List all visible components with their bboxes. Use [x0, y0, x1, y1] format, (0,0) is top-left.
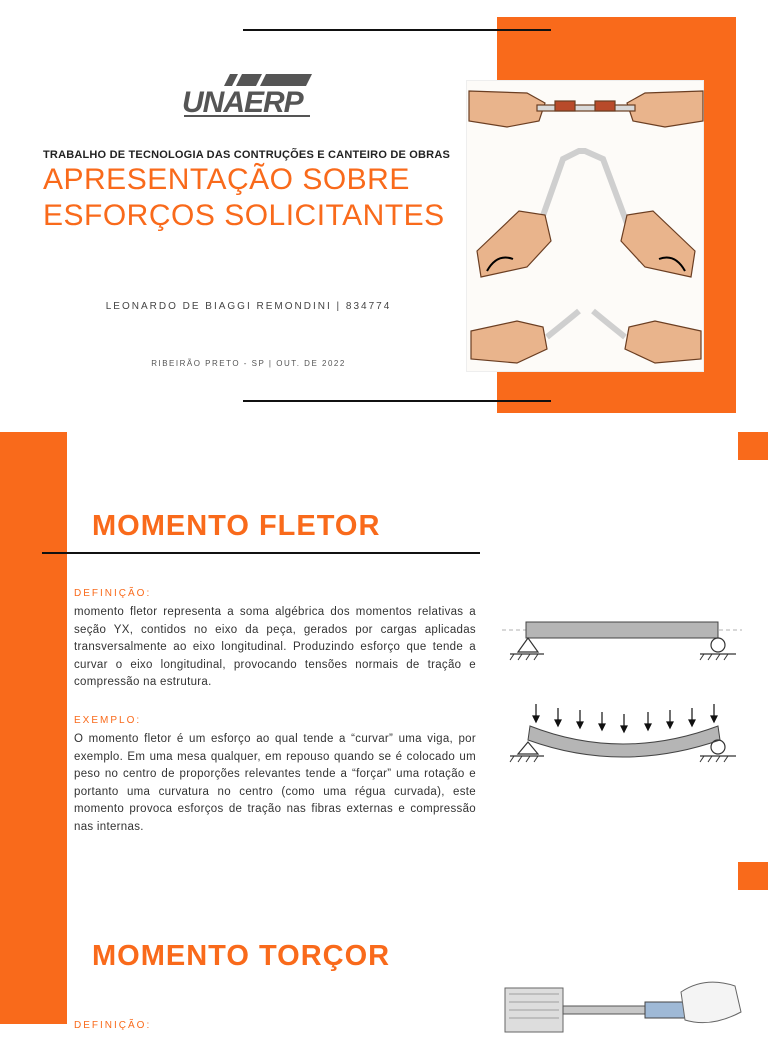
logo-text: UNAERP: [182, 86, 303, 119]
heading-divider: [42, 552, 480, 554]
load-arrows: [533, 704, 717, 732]
top-divider: [243, 29, 551, 31]
pin-support-icon: [518, 638, 538, 652]
title-line-1: APRESENTAÇÃO SOBRE: [43, 163, 410, 196]
bending-hands-illustration: [466, 80, 704, 372]
orange-tab-top: [738, 432, 768, 460]
orange-tab-bottom: [738, 862, 768, 890]
hands-broken-bar: [471, 311, 701, 363]
orange-side-bar: [0, 432, 67, 1024]
hands-bent-bar: [477, 151, 695, 277]
presentation-title: [43, 162, 445, 234]
bent-beam-diagram: [502, 702, 742, 772]
definition-text: momento fletor representa a soma algébrica dos momentos relativas a seção YX, contidos no eixo da peça, gerados por cargas aplicadas transversalmente ao eixo longitudinal. Produzindo esforço que tende a curvar o eixo longitudinal, provocando tensões normais de tração e compressão na estrutura.: [74, 606, 476, 688]
hand-glove-icon: [681, 982, 741, 1023]
example-label: EXEMPLO:: [74, 715, 142, 726]
title-line-2: ESFORÇOS SOLICITANTES: [43, 199, 445, 232]
heading-momento-torcor: MOMENTO TORÇOR: [92, 940, 391, 972]
torsion-illustration: [505, 972, 745, 1032]
course-kicker: TRABALHO DE TECNOLOGIA DAS CONTRUÇÕES E CANTEIRO DE OBRAS: [43, 149, 451, 161]
author-line: LEONARDO DE BIAGGI REMONDINI | 834774: [105, 301, 392, 312]
unaerp-logo: [182, 72, 314, 122]
title-slide: [0, 0, 768, 430]
example-text: O momento fletor é um esforço ao qual tende a “curvar” uma viga, por exemplo. Em uma mesa qualquer, em repouso quando se é colocado um peso no centro de proporções relevantes tende a “forçar” uma rotação e portanto uma curvatura no centro (como uma régua curvada), este momento provoca esforços de tração nas fibras externas e compressão nas internas.: [74, 733, 476, 833]
content-slide: [0, 432, 768, 1031]
roller-support-icon: [711, 638, 725, 652]
definition-label-2: DEFINIÇÃO:: [74, 1020, 152, 1031]
hands-straight-bar: [469, 91, 703, 127]
definition-label: DEFINIÇÃO:: [74, 588, 152, 599]
place-date-line: RIBEIRÃO PRETO - SP | OUT. DE 2022: [151, 359, 346, 368]
bottom-divider: [243, 400, 551, 402]
straight-beam-diagram: [502, 620, 742, 680]
heading-momento-fletor: MOMENTO FLETOR: [92, 510, 381, 542]
